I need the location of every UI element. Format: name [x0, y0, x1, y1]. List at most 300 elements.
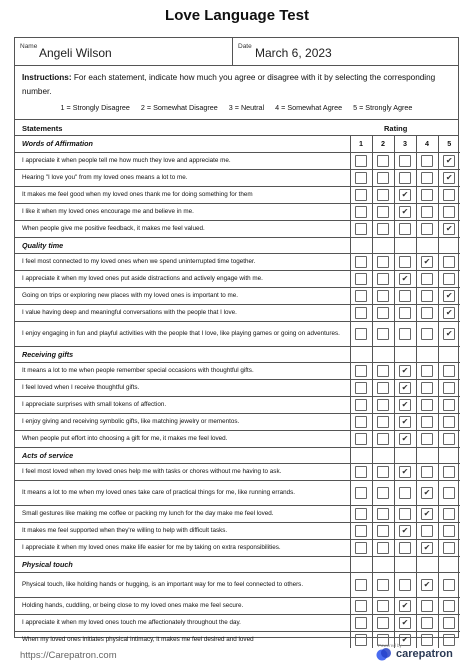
checkbox-icon[interactable] [421, 172, 433, 184]
checkbox-icon[interactable] [399, 328, 411, 340]
rating-number-heading: 3 [394, 136, 416, 152]
rating-cell [372, 379, 394, 396]
checkbox-icon[interactable] [355, 466, 367, 478]
rating-cell [438, 270, 460, 287]
section-title: Physical touch [15, 556, 350, 572]
checked-box-icon[interactable]: ✔ [443, 155, 455, 167]
checkbox-icon[interactable] [355, 290, 367, 302]
checkbox-icon[interactable] [355, 382, 367, 394]
checkbox-icon[interactable] [421, 189, 433, 201]
test-form [14, 37, 459, 644]
header-row [15, 38, 458, 66]
rating-cell [416, 253, 438, 270]
checkbox-icon[interactable] [421, 328, 433, 340]
statement-text: Holding hands, cuddling, or being close to my loved ones make me feel secure. [15, 597, 350, 614]
checkbox-icon[interactable] [421, 600, 433, 612]
rating-cell [372, 304, 394, 321]
rating-cell [372, 203, 394, 220]
rating-cell [438, 614, 460, 631]
rating-cell [438, 203, 460, 220]
rating-cell [350, 539, 372, 556]
checkbox-icon[interactable] [377, 579, 389, 591]
rating-cell [416, 396, 438, 413]
rating-cell [350, 597, 372, 614]
empty-header-cell [394, 556, 416, 572]
rating-cell [350, 379, 372, 396]
statement-row [15, 362, 460, 379]
checkbox-icon[interactable] [377, 206, 389, 218]
checkbox-icon[interactable] [377, 273, 389, 285]
scale-item: 2 = Somewhat Disagree [140, 103, 218, 112]
checked-box-icon[interactable]: ✔ [399, 365, 411, 377]
rating-cell [350, 413, 372, 430]
empty-header-cell [350, 556, 372, 572]
statement-text: Small gestures like making me coffee or packing my lunch for the day make me feel loved. [15, 505, 350, 522]
checkbox-icon[interactable] [421, 365, 433, 377]
rating-cell [416, 572, 438, 597]
rating-cell [394, 379, 416, 396]
rating-cell [350, 287, 372, 304]
statement-text: I feel most connected to my loved ones when we spend uninterrupted time together. [15, 253, 350, 270]
carepatron-link[interactable]: https://Carepatron.com [20, 650, 117, 661]
checkbox-icon[interactable] [399, 223, 411, 235]
rating-cell [394, 304, 416, 321]
rating-cell [372, 152, 394, 169]
empty-header-cell [372, 346, 394, 362]
rating-table [15, 136, 460, 648]
checkbox-icon[interactable] [421, 416, 433, 428]
rating-cell [350, 572, 372, 597]
statement-row [15, 396, 460, 413]
empty-header-cell [394, 237, 416, 253]
rating-cell [394, 597, 416, 614]
checked-box-icon[interactable]: ✔ [443, 290, 455, 302]
rating-cell [394, 505, 416, 522]
rating-number-heading: 4 [416, 136, 438, 152]
checkbox-icon[interactable] [377, 189, 389, 201]
rating-cell [372, 614, 394, 631]
checkbox-icon[interactable] [377, 525, 389, 537]
rating-cell [394, 321, 416, 346]
checkbox-icon[interactable] [355, 416, 367, 428]
rating-cell [372, 413, 394, 430]
empty-header-cell [416, 556, 438, 572]
rating-cell [372, 169, 394, 186]
statement-text: I appreciate it when my loved ones put aside distractions and actively engage with me. [15, 270, 350, 287]
rating-cell [438, 379, 460, 396]
rating-cell [372, 480, 394, 505]
section-header-row [15, 237, 460, 253]
checked-box-icon[interactable]: ✔ [443, 223, 455, 235]
checkbox-icon[interactable] [421, 634, 433, 646]
rating-cell [416, 480, 438, 505]
rating-cell [394, 396, 416, 413]
statement-text: I like it when my loved ones encourage me and believe in me. [15, 203, 350, 220]
statement-text: I enjoy giving and receiving symbolic gifts, like matching jewelry or mementos. [15, 413, 350, 430]
rating-cell [438, 396, 460, 413]
checkbox-icon[interactable] [355, 542, 367, 554]
checkbox-icon[interactable] [443, 365, 455, 377]
checkbox-icon[interactable] [443, 382, 455, 394]
statement-row [15, 505, 460, 522]
rating-cell [438, 253, 460, 270]
checkbox-icon[interactable] [377, 172, 389, 184]
checkbox-icon[interactable] [355, 223, 367, 235]
column-header [15, 120, 458, 136]
section-header-row [15, 346, 460, 362]
checkbox-icon[interactable] [377, 542, 389, 554]
name-label: Name [20, 43, 38, 50]
rating-cell [372, 362, 394, 379]
section-title: Receiving gifts [15, 346, 350, 362]
checked-box-icon[interactable]: ✔ [399, 466, 411, 478]
checkbox-icon[interactable] [355, 273, 367, 285]
checkbox-icon[interactable] [443, 466, 455, 478]
statement-row [15, 614, 460, 631]
section-header-row [15, 447, 460, 463]
checkbox-icon[interactable] [377, 617, 389, 629]
checkbox-icon[interactable] [421, 466, 433, 478]
rating-cell [416, 413, 438, 430]
checked-box-icon[interactable]: ✔ [421, 508, 433, 520]
rating-cell [350, 480, 372, 505]
checkbox-icon[interactable] [355, 487, 367, 499]
checkbox-icon[interactable] [443, 399, 455, 411]
checkbox-icon[interactable] [355, 365, 367, 377]
rating-cell [350, 152, 372, 169]
section-header-row [15, 136, 460, 152]
rating-cell [416, 379, 438, 396]
rating-cell [394, 522, 416, 539]
rating-cell [372, 539, 394, 556]
rating-cell [416, 203, 438, 220]
checkbox-icon[interactable] [443, 273, 455, 285]
checkbox-icon[interactable] [443, 579, 455, 591]
statement-text: Physical touch, like holding hands or hugging, is an important way for me to feel connected to others. [15, 572, 350, 597]
checked-box-icon[interactable]: ✔ [399, 206, 411, 218]
checkbox-icon[interactable] [377, 307, 389, 319]
rating-cell [350, 505, 372, 522]
checkbox-icon[interactable] [377, 433, 389, 445]
statement-row [15, 430, 460, 447]
rating-cell [438, 539, 460, 556]
statement-row [15, 169, 460, 186]
empty-header-cell [438, 447, 460, 463]
statement-row [15, 597, 460, 614]
checkbox-icon[interactable] [443, 634, 455, 646]
statement-text: Hearing "I love you" from my loved ones means a lot to me. [15, 169, 350, 186]
date-value: March 6, 2023 [255, 46, 332, 60]
rating-cell [372, 572, 394, 597]
statement-text: I feel most loved when my loved ones help me with tasks or chores without me having to ask. [15, 463, 350, 480]
checkbox-icon[interactable] [421, 155, 433, 167]
checked-box-icon[interactable]: ✔ [421, 542, 433, 554]
checkbox-icon[interactable] [355, 579, 367, 591]
rating-scale [22, 103, 451, 112]
statement-row [15, 321, 460, 346]
rating-cell [372, 253, 394, 270]
checkbox-icon[interactable] [443, 256, 455, 268]
rating-cell [350, 362, 372, 379]
empty-header-cell [438, 346, 460, 362]
checkbox-icon[interactable] [377, 487, 389, 499]
checkbox-icon[interactable] [377, 382, 389, 394]
checkbox-icon[interactable] [399, 307, 411, 319]
checkbox-icon[interactable] [377, 508, 389, 520]
instructions-label: Instructions: [22, 73, 72, 82]
rating-cell [416, 362, 438, 379]
checkbox-icon[interactable] [443, 508, 455, 520]
statements-heading: Statements [22, 124, 63, 133]
date-field[interactable] [233, 38, 458, 65]
rating-cell [394, 572, 416, 597]
checkbox-icon[interactable] [443, 189, 455, 201]
checkbox-icon[interactable] [377, 256, 389, 268]
checkbox-icon[interactable] [377, 600, 389, 612]
rating-cell [416, 152, 438, 169]
checkbox-icon[interactable] [355, 399, 367, 411]
rating-cell [416, 304, 438, 321]
rating-cell [350, 522, 372, 539]
checkbox-icon[interactable] [377, 223, 389, 235]
checkbox-icon[interactable] [421, 307, 433, 319]
rating-cell [416, 169, 438, 186]
checkbox-icon[interactable] [377, 365, 389, 377]
checked-box-icon[interactable]: ✔ [399, 399, 411, 411]
rating-cell [372, 270, 394, 287]
name-field[interactable] [15, 38, 233, 65]
statement-text: It makes me feel good when my loved ones thank me for doing something for them [15, 186, 350, 203]
checkbox-icon[interactable] [443, 617, 455, 629]
statement-row [15, 572, 460, 597]
page-title: Love Language Test [165, 7, 309, 24]
checkbox-icon[interactable] [399, 172, 411, 184]
statement-text: I appreciate it when people tell me how much they love and appreciate me. [15, 152, 350, 169]
rating-cell [394, 203, 416, 220]
checkbox-icon[interactable] [355, 256, 367, 268]
rating-cell [394, 270, 416, 287]
rating-cell [372, 186, 394, 203]
checkbox-icon[interactable] [399, 155, 411, 167]
checkbox-icon[interactable] [421, 223, 433, 235]
statement-row [15, 152, 460, 169]
rating-cell [394, 413, 416, 430]
rating-cell [350, 463, 372, 480]
empty-header-cell [372, 556, 394, 572]
rating-cell [416, 597, 438, 614]
checked-box-icon[interactable]: ✔ [421, 487, 433, 499]
checkbox-icon[interactable] [399, 579, 411, 591]
rating-cell [416, 539, 438, 556]
checked-box-icon[interactable]: ✔ [399, 382, 411, 394]
checkbox-icon[interactable] [421, 273, 433, 285]
checked-box-icon[interactable]: ✔ [399, 189, 411, 201]
checkbox-icon[interactable] [355, 617, 367, 629]
checked-box-icon[interactable]: ✔ [399, 416, 411, 428]
checkbox-icon[interactable] [421, 525, 433, 537]
section-header-row [15, 556, 460, 572]
statement-row [15, 287, 460, 304]
checkbox-icon[interactable] [377, 416, 389, 428]
empty-header-cell [394, 346, 416, 362]
rating-cell [416, 430, 438, 447]
section-title: Quality time [15, 237, 350, 253]
empty-header-cell [438, 556, 460, 572]
checkbox-icon[interactable] [421, 399, 433, 411]
statement-text: When people give me positive feedback, it makes me feel valued. [15, 220, 350, 237]
checkbox-icon[interactable] [355, 328, 367, 340]
statement-text: I feel loved when I receive thoughtful gifts. [15, 379, 350, 396]
checked-box-icon[interactable]: ✔ [399, 433, 411, 445]
statement-row [15, 539, 460, 556]
statement-row [15, 253, 460, 270]
checked-box-icon[interactable]: ✔ [399, 634, 411, 646]
checkbox-icon[interactable] [377, 155, 389, 167]
statement-text: I appreciate surprises with small tokens of affection. [15, 396, 350, 413]
checked-box-icon[interactable]: ✔ [421, 579, 433, 591]
rating-cell [438, 362, 460, 379]
empty-header-cell [350, 346, 372, 362]
checkbox-icon[interactable] [377, 399, 389, 411]
rating-cell [438, 413, 460, 430]
rating-cell [350, 304, 372, 321]
checkbox-icon[interactable] [355, 206, 367, 218]
checked-box-icon[interactable]: ✔ [443, 172, 455, 184]
checkbox-icon[interactable] [377, 466, 389, 478]
empty-header-cell [438, 237, 460, 253]
checked-box-icon[interactable]: ✔ [421, 256, 433, 268]
rating-cell [438, 631, 460, 648]
checkbox-icon[interactable] [355, 525, 367, 537]
checkbox-icon[interactable] [355, 172, 367, 184]
rating-number-heading: 5 [438, 136, 460, 152]
checkbox-icon[interactable] [421, 206, 433, 218]
rating-cell [394, 253, 416, 270]
statement-row [15, 463, 460, 480]
checkbox-icon[interactable] [421, 617, 433, 629]
rating-cell [438, 430, 460, 447]
rating-cell [350, 253, 372, 270]
name-value: Angeli Wilson [39, 46, 112, 60]
checkbox-icon[interactable] [377, 328, 389, 340]
rating-cell [394, 186, 416, 203]
checkbox-icon[interactable] [421, 433, 433, 445]
statement-text: Going on trips or exploring new places with my loved ones is important to me. [15, 287, 350, 304]
statement-text: It makes me feel supported when they're willing to help with difficult tasks. [15, 522, 350, 539]
rating-cell [416, 505, 438, 522]
rating-cell [372, 396, 394, 413]
powered-by-text: Powered by [378, 643, 402, 648]
scale-item: 1 = Strongly Disagree [60, 103, 130, 112]
statement-text: It means a lot to me when my loved ones take care of practical things for me, like running errands. [15, 480, 350, 505]
scale-item: 4 = Somewhat Agree [275, 103, 343, 112]
checkbox-icon[interactable] [355, 508, 367, 520]
checkbox-icon[interactable] [355, 634, 367, 646]
rating-number-heading: 1 [350, 136, 372, 152]
rating-cell [350, 631, 372, 648]
statement-row [15, 413, 460, 430]
checkbox-icon[interactable] [399, 290, 411, 302]
statement-row [15, 480, 460, 505]
checkbox-icon[interactable] [399, 542, 411, 554]
rating-cell [438, 505, 460, 522]
checkbox-icon[interactable] [399, 256, 411, 268]
rating-cell [394, 152, 416, 169]
rating-cell [438, 169, 460, 186]
rating-heading: Rating [384, 124, 408, 133]
rating-cell [372, 220, 394, 237]
checkbox-icon[interactable] [443, 487, 455, 499]
statement-row [15, 186, 460, 203]
checkbox-icon[interactable] [443, 542, 455, 554]
checkbox-icon[interactable] [443, 600, 455, 612]
checkbox-icon[interactable] [421, 290, 433, 302]
checked-box-icon[interactable]: ✔ [443, 328, 455, 340]
rating-cell [416, 614, 438, 631]
statement-text: It means a lot to me when people remember special occasions with thoughtful gifts. [15, 362, 350, 379]
checked-box-icon[interactable]: ✔ [443, 307, 455, 319]
rating-number-heading: 2 [372, 136, 394, 152]
empty-header-cell [416, 447, 438, 463]
rating-cell [438, 480, 460, 505]
rating-cell [438, 186, 460, 203]
rating-cell [350, 169, 372, 186]
rating-cell [394, 220, 416, 237]
rating-cell [372, 430, 394, 447]
checked-box-icon[interactable]: ✔ [399, 600, 411, 612]
statement-text: When people put effort into choosing a gift for me, it makes me feel loved. [15, 430, 350, 447]
rating-cell [438, 463, 460, 480]
empty-header-cell [372, 237, 394, 253]
rating-cell [372, 463, 394, 480]
checkbox-icon[interactable] [355, 433, 367, 445]
statement-row [15, 522, 460, 539]
checkbox-icon[interactable] [399, 487, 411, 499]
checked-box-icon[interactable]: ✔ [399, 617, 411, 629]
rating-cell [394, 480, 416, 505]
instructions-text [22, 71, 451, 99]
date-label: Date [238, 43, 252, 50]
statement-text: I appreciate it when my loved ones touch me affectionately throughout the day. [15, 614, 350, 631]
empty-header-cell [350, 237, 372, 253]
checkbox-icon[interactable] [355, 189, 367, 201]
rating-cell [438, 522, 460, 539]
checkbox-icon[interactable] [355, 155, 367, 167]
section-title: Words of Affirmation [15, 136, 350, 152]
checked-box-icon[interactable]: ✔ [399, 273, 411, 285]
checkbox-icon[interactable] [443, 433, 455, 445]
checkbox-icon[interactable] [443, 416, 455, 428]
checked-box-icon[interactable]: ✔ [399, 525, 411, 537]
rating-cell [350, 220, 372, 237]
rating-cell [438, 572, 460, 597]
rating-cell [416, 631, 438, 648]
rating-cell [394, 169, 416, 186]
carepatron-logo-icon [376, 647, 392, 662]
checkbox-icon[interactable] [399, 508, 411, 520]
checkbox-icon[interactable] [355, 600, 367, 612]
checkbox-icon[interactable] [443, 525, 455, 537]
checkbox-icon[interactable] [355, 307, 367, 319]
checkbox-icon[interactable] [421, 382, 433, 394]
statement-row [15, 379, 460, 396]
statement-text: When my loved ones initiates physical intimacy, it makes me feel desired and loved [15, 631, 350, 648]
rating-cell [350, 203, 372, 220]
checkbox-icon[interactable] [443, 206, 455, 218]
rating-cell [372, 597, 394, 614]
rating-cell [438, 287, 460, 304]
checkbox-icon[interactable] [377, 290, 389, 302]
